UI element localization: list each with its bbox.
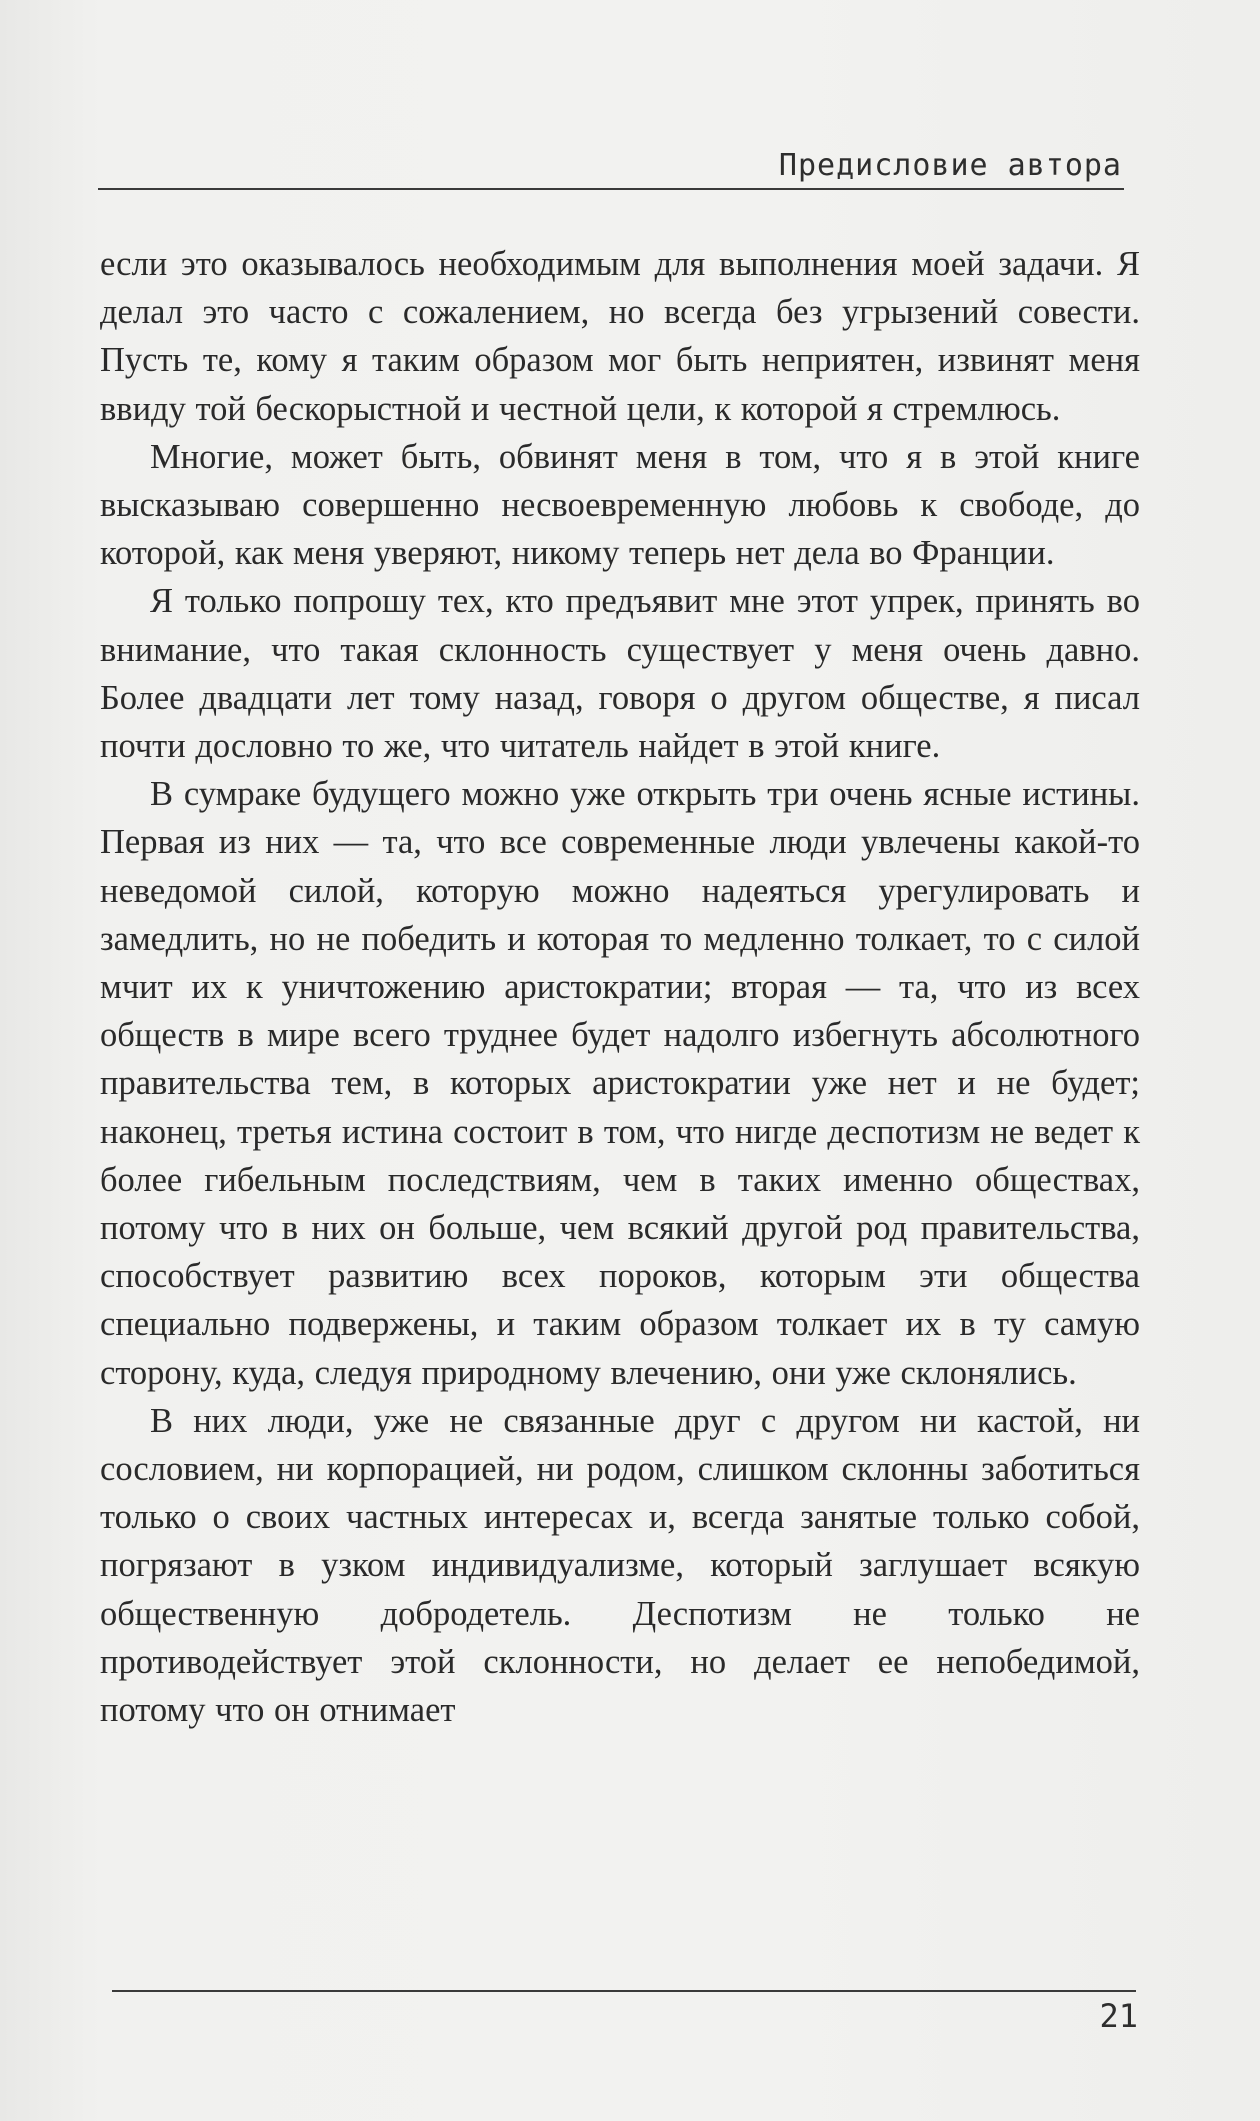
page-number: 21 [1099, 1997, 1138, 2035]
body-text [100, 240, 1140, 1734]
running-title: Предисловие автора [778, 148, 1122, 183]
paragraph: В них люди, уже не связанные друг с другом ни кастой, ни сословием, ни корпорацией, ни родом, слишком склонны заботиться только о своих частных интересах и, всегда занятые только собой, погрязают в узком индивидуализме, который заглушает всякую общественную добродетель. Деспотизм не только не противодействует этой склонности, но делает ее непобедимой, потому что он отнимает [100, 1401, 1140, 1730]
footer-rule [112, 1990, 1136, 1992]
paragraph: Многие, может быть, обвинят меня в том, что я в этой книге высказываю совершенно несвоевременную любовь к свободе, до которой, как меня уверяют, никому теперь нет дела во Франции. [100, 437, 1140, 573]
paragraph: Я только попрошу тех, кто предъявит мне этот упрек, принять во внимание, что такая склонность существует у меня очень давно. Более двадцати лет тому назад, говоря о другом обществе, я писал почти дословно то же, что читатель найдет в этой книге. [100, 582, 1140, 766]
paragraph: В сумраке будущего можно уже открыть три очень ясные истины. Первая из них — та, что все современные люди увлечены какой-то неведомой силой, которую можно надеяться урегулировать и замедлить, но не победить и которая то медленно толкает, то с силой мчит их к уничтожению аристократии; вторая — та, что из всех обществ в мире всего труднее будет надолго избегнуть абсолютного правительства тем, в которых аристократии уже нет и не будет; наконец, третья истина состоит в том, что нигде деспотизм не ведет к более гибельным последствиям, чем в таких именно обществах, потому что в них он больше, чем всякий другой род правительства, способствует развитию всех пороков, которым эти общества специально подвержены, и таким образом толкает их в ту самую сторону, куда, следуя природному влечению, они уже склонялись. [100, 775, 1140, 1392]
paragraph-continued: если это оказывалось необходимым для выполнения моей задачи. Я делал это часто с сожалением, но всегда без угрызений совести. Пусть те, кому я таким образом мог быть неприятен, извинят меня ввиду той бескорыстной и честной цели, к которой я стремлюсь. [100, 245, 1140, 428]
header-rule [98, 188, 1124, 190]
